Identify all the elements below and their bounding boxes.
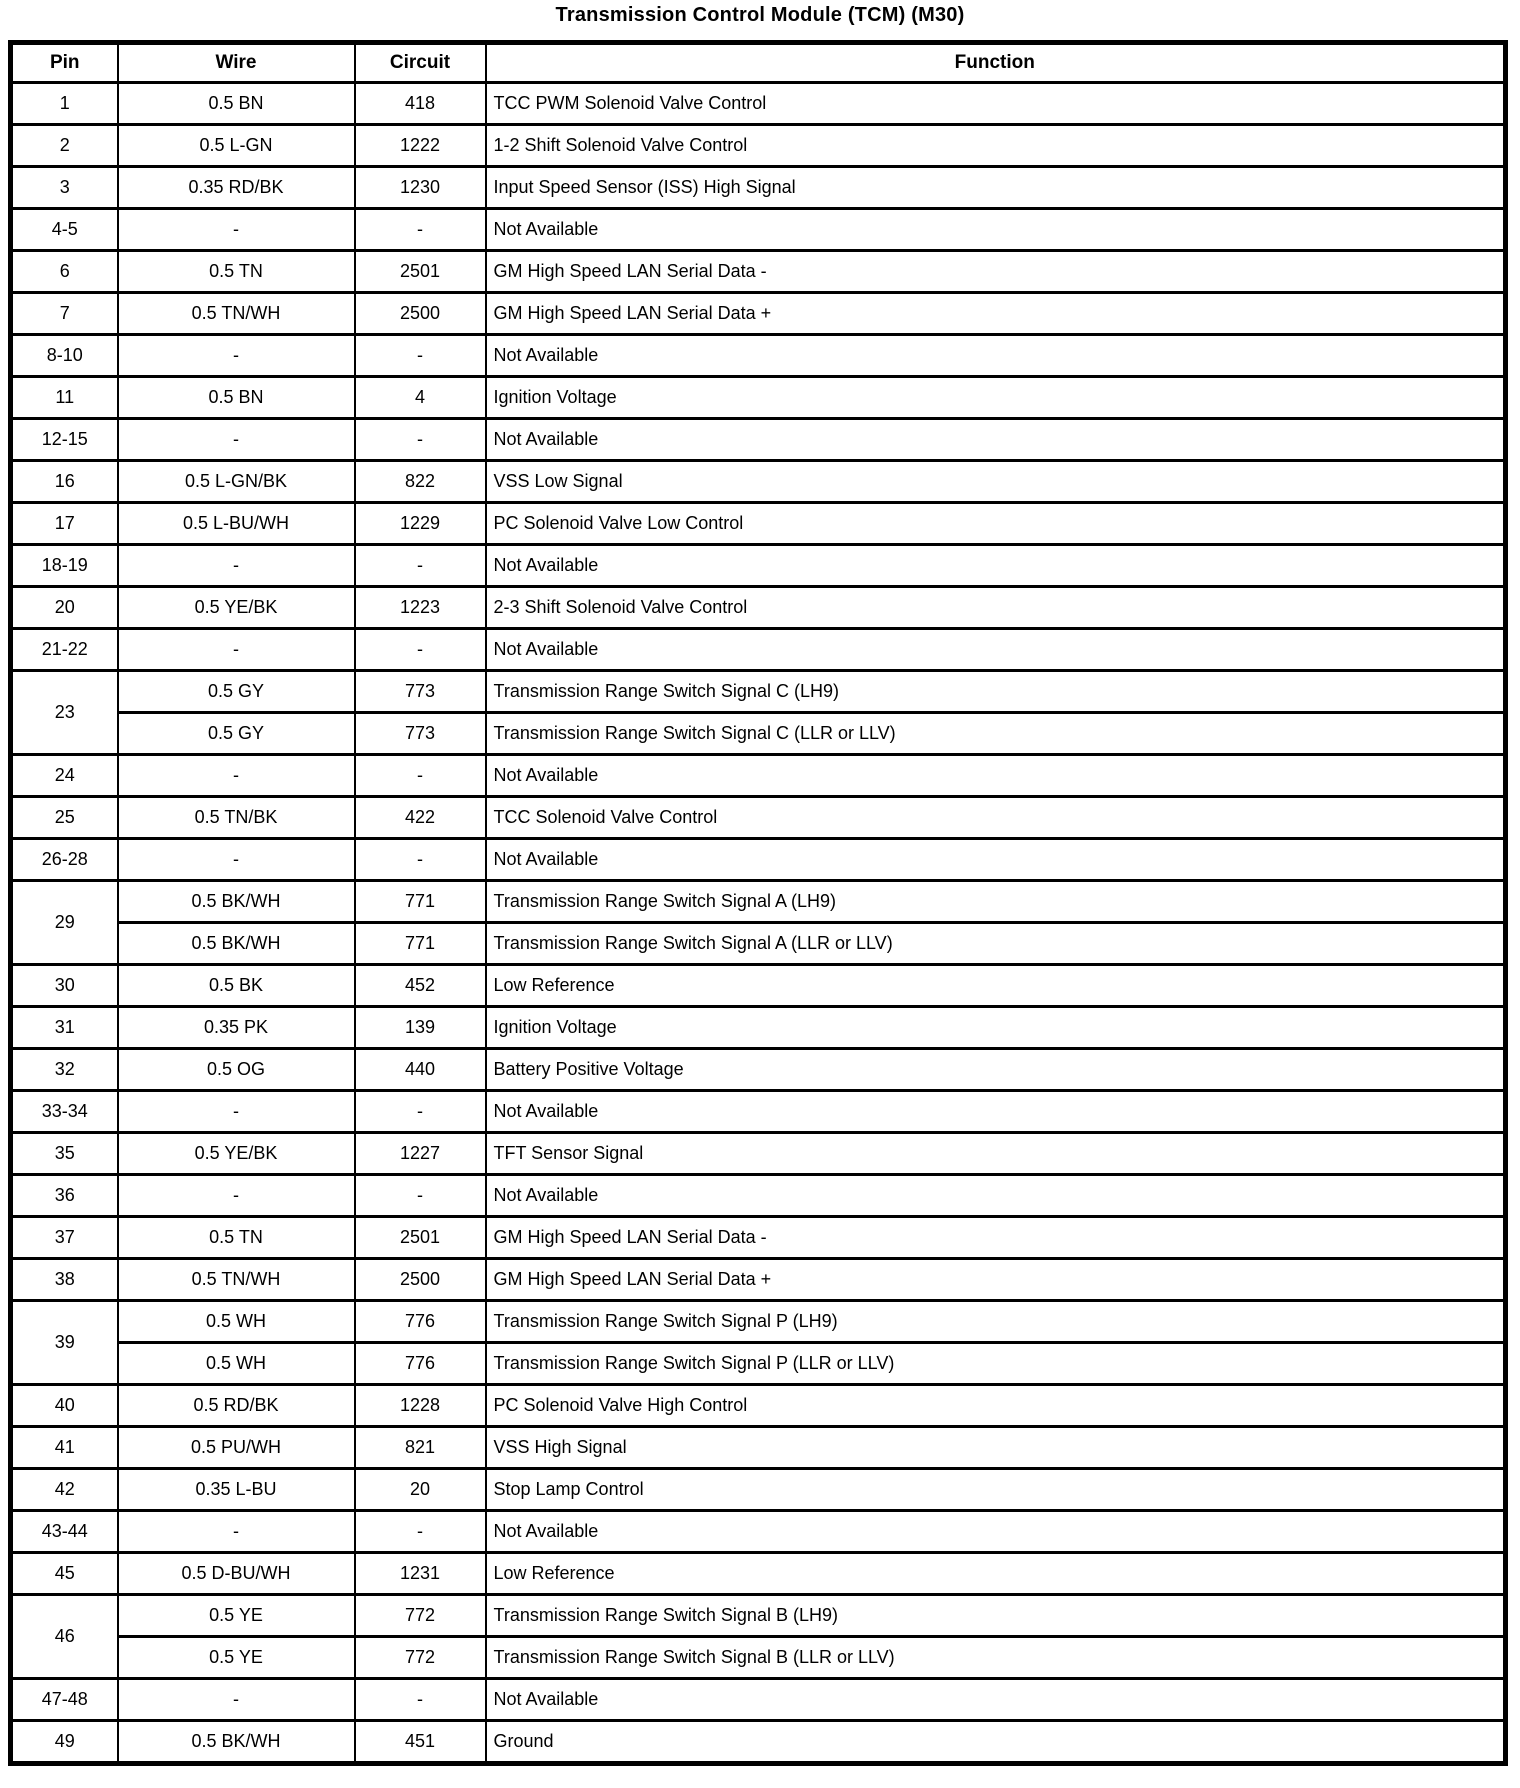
table-row bbox=[11, 1385, 1506, 1427]
wire-cell: - bbox=[118, 545, 355, 587]
table-row bbox=[11, 1175, 1506, 1217]
circuit-cell: 1231 bbox=[355, 1553, 486, 1595]
table-row bbox=[11, 755, 1506, 797]
table-row bbox=[11, 335, 1506, 377]
circuit-cell: 1227 bbox=[355, 1133, 486, 1175]
circuit-cell: 2501 bbox=[355, 251, 486, 293]
wire-cell: 0.5 BN bbox=[118, 377, 355, 419]
header-wire: Wire bbox=[118, 43, 355, 83]
function-cell: PC Solenoid Valve Low Control bbox=[486, 503, 1506, 545]
pin-cell: 2 bbox=[11, 125, 118, 167]
wire-cell: 0.5 OG bbox=[118, 1049, 355, 1091]
header-row bbox=[11, 43, 1506, 83]
header-function: Function bbox=[486, 43, 1506, 83]
table-row bbox=[11, 1301, 1506, 1343]
wire-cell: 0.5 TN/WH bbox=[118, 1259, 355, 1301]
wire-cell: 0.5 YE bbox=[118, 1595, 355, 1637]
circuit-cell: - bbox=[355, 1175, 486, 1217]
table-row bbox=[11, 461, 1506, 503]
table-row bbox=[11, 1679, 1506, 1721]
wire-cell: - bbox=[118, 1679, 355, 1721]
pin-cell: 37 bbox=[11, 1217, 118, 1259]
table-row bbox=[11, 1721, 1506, 1764]
header-circuit: Circuit bbox=[355, 43, 486, 83]
pin-cell: 38 bbox=[11, 1259, 118, 1301]
wire-cell: 0.5 TN bbox=[118, 1217, 355, 1259]
wire-cell: 0.5 BN bbox=[118, 83, 355, 125]
table-row bbox=[11, 83, 1506, 125]
wire-cell: 0.35 L-BU bbox=[118, 1469, 355, 1511]
wire-cell: 0.5 TN bbox=[118, 251, 355, 293]
pin-cell: 17 bbox=[11, 503, 118, 545]
table-subrow bbox=[11, 923, 1506, 965]
circuit-cell: - bbox=[355, 209, 486, 251]
circuit-cell: 771 bbox=[355, 881, 486, 923]
wire-cell: 0.5 GY bbox=[118, 671, 355, 713]
function-cell: Ignition Voltage bbox=[486, 377, 1506, 419]
wire-cell: - bbox=[118, 1091, 355, 1133]
circuit-cell: 2501 bbox=[355, 1217, 486, 1259]
function-cell: Not Available bbox=[486, 209, 1506, 251]
table-header bbox=[11, 43, 1506, 83]
function-cell: VSS High Signal bbox=[486, 1427, 1506, 1469]
circuit-cell: 4 bbox=[355, 377, 486, 419]
circuit-cell: - bbox=[355, 335, 486, 377]
table-row bbox=[11, 1427, 1506, 1469]
circuit-cell: - bbox=[355, 839, 486, 881]
table-row bbox=[11, 1595, 1506, 1637]
pin-cell: 31 bbox=[11, 1007, 118, 1049]
table-row bbox=[11, 377, 1506, 419]
function-cell: Not Available bbox=[486, 1679, 1506, 1721]
wire-cell: - bbox=[118, 1175, 355, 1217]
table-subrow bbox=[11, 1343, 1506, 1385]
function-cell: GM High Speed LAN Serial Data + bbox=[486, 293, 1506, 335]
circuit-cell: 451 bbox=[355, 1721, 486, 1764]
table-row bbox=[11, 1133, 1506, 1175]
pin-cell: 1 bbox=[11, 83, 118, 125]
circuit-cell: 2500 bbox=[355, 293, 486, 335]
function-cell: GM High Speed LAN Serial Data - bbox=[486, 1217, 1506, 1259]
function-cell: Battery Positive Voltage bbox=[486, 1049, 1506, 1091]
wire-cell: 0.5 D-BU/WH bbox=[118, 1553, 355, 1595]
circuit-cell: 1229 bbox=[355, 503, 486, 545]
function-cell: Low Reference bbox=[486, 965, 1506, 1007]
function-cell: Transmission Range Switch Signal B (LH9) bbox=[486, 1595, 1506, 1637]
circuit-cell: - bbox=[355, 629, 486, 671]
pin-cell: 25 bbox=[11, 797, 118, 839]
function-cell: Not Available bbox=[486, 629, 1506, 671]
pin-cell: 36 bbox=[11, 1175, 118, 1217]
pin-cell: 33-34 bbox=[11, 1091, 118, 1133]
function-cell: Not Available bbox=[486, 419, 1506, 461]
function-cell: Not Available bbox=[486, 839, 1506, 881]
wire-cell: 0.5 L-GN/BK bbox=[118, 461, 355, 503]
pin-cell: 11 bbox=[11, 377, 118, 419]
pin-cell: 35 bbox=[11, 1133, 118, 1175]
circuit-cell: 772 bbox=[355, 1595, 486, 1637]
wire-cell: - bbox=[118, 839, 355, 881]
function-cell: Low Reference bbox=[486, 1553, 1506, 1595]
circuit-cell: 1222 bbox=[355, 125, 486, 167]
header-pin: Pin bbox=[11, 43, 118, 83]
table-row bbox=[11, 839, 1506, 881]
circuit-cell: 440 bbox=[355, 1049, 486, 1091]
table-row bbox=[11, 251, 1506, 293]
circuit-cell: 422 bbox=[355, 797, 486, 839]
table-body bbox=[11, 83, 1506, 1764]
circuit-cell: - bbox=[355, 755, 486, 797]
wire-cell: 0.5 BK/WH bbox=[118, 1721, 355, 1764]
circuit-cell: 1223 bbox=[355, 587, 486, 629]
pin-cell: 6 bbox=[11, 251, 118, 293]
table-row bbox=[11, 167, 1506, 209]
function-cell: TCC Solenoid Valve Control bbox=[486, 797, 1506, 839]
table-row bbox=[11, 503, 1506, 545]
wire-cell: 0.5 L-GN bbox=[118, 125, 355, 167]
circuit-cell: 418 bbox=[355, 83, 486, 125]
function-cell: Transmission Range Switch Signal C (LLR or LLV) bbox=[486, 713, 1506, 755]
function-cell: Not Available bbox=[486, 1511, 1506, 1553]
pin-cell: 4-5 bbox=[11, 209, 118, 251]
pin-cell: 40 bbox=[11, 1385, 118, 1427]
circuit-cell: 1230 bbox=[355, 167, 486, 209]
function-cell: GM High Speed LAN Serial Data - bbox=[486, 251, 1506, 293]
table-subrow bbox=[11, 1637, 1506, 1679]
wire-cell: - bbox=[118, 1511, 355, 1553]
wire-cell: 0.5 WH bbox=[118, 1343, 355, 1385]
pin-cell: 41 bbox=[11, 1427, 118, 1469]
function-cell: TCC PWM Solenoid Valve Control bbox=[486, 83, 1506, 125]
circuit-cell: - bbox=[355, 545, 486, 587]
function-cell: Not Available bbox=[486, 1091, 1506, 1133]
table-row bbox=[11, 125, 1506, 167]
function-cell: Ground bbox=[486, 1721, 1506, 1764]
circuit-cell: 776 bbox=[355, 1301, 486, 1343]
function-cell: 2-3 Shift Solenoid Valve Control bbox=[486, 587, 1506, 629]
function-cell: 1-2 Shift Solenoid Valve Control bbox=[486, 125, 1506, 167]
pin-cell: 8-10 bbox=[11, 335, 118, 377]
pin-cell: 23 bbox=[11, 671, 118, 755]
pin-cell: 12-15 bbox=[11, 419, 118, 461]
table-row bbox=[11, 881, 1506, 923]
pin-cell: 47-48 bbox=[11, 1679, 118, 1721]
function-cell: TFT Sensor Signal bbox=[486, 1133, 1506, 1175]
wire-cell: - bbox=[118, 755, 355, 797]
table-row bbox=[11, 587, 1506, 629]
function-cell: Not Available bbox=[486, 335, 1506, 377]
circuit-cell: 771 bbox=[355, 923, 486, 965]
table-row bbox=[11, 293, 1506, 335]
table-row bbox=[11, 1469, 1506, 1511]
pin-cell: 18-19 bbox=[11, 545, 118, 587]
function-cell: Transmission Range Switch Signal P (LLR or LLV) bbox=[486, 1343, 1506, 1385]
function-cell: PC Solenoid Valve High Control bbox=[486, 1385, 1506, 1427]
table-row bbox=[11, 545, 1506, 587]
circuit-cell: - bbox=[355, 1511, 486, 1553]
table-row bbox=[11, 1553, 1506, 1595]
wire-cell: - bbox=[118, 209, 355, 251]
pin-cell: 43-44 bbox=[11, 1511, 118, 1553]
wire-cell: 0.5 RD/BK bbox=[118, 1385, 355, 1427]
circuit-cell: 773 bbox=[355, 713, 486, 755]
tcm-pinout-table bbox=[8, 40, 1508, 1766]
circuit-cell: 821 bbox=[355, 1427, 486, 1469]
wire-cell: 0.5 TN/BK bbox=[118, 797, 355, 839]
circuit-cell: 772 bbox=[355, 1637, 486, 1679]
function-cell: Transmission Range Switch Signal A (LH9) bbox=[486, 881, 1506, 923]
table-row bbox=[11, 1511, 1506, 1553]
circuit-cell: 2500 bbox=[355, 1259, 486, 1301]
pin-cell: 32 bbox=[11, 1049, 118, 1091]
pin-cell: 39 bbox=[11, 1301, 118, 1385]
table-row bbox=[11, 1007, 1506, 1049]
table-row bbox=[11, 1091, 1506, 1133]
function-cell: VSS Low Signal bbox=[486, 461, 1506, 503]
circuit-cell: 139 bbox=[355, 1007, 486, 1049]
wire-cell: - bbox=[118, 629, 355, 671]
wire-cell: - bbox=[118, 335, 355, 377]
wire-cell: 0.5 BK/WH bbox=[118, 923, 355, 965]
function-cell: Stop Lamp Control bbox=[486, 1469, 1506, 1511]
wire-cell: 0.35 PK bbox=[118, 1007, 355, 1049]
circuit-cell: - bbox=[355, 419, 486, 461]
function-cell: Not Available bbox=[486, 1175, 1506, 1217]
circuit-cell: 822 bbox=[355, 461, 486, 503]
pin-cell: 26-28 bbox=[11, 839, 118, 881]
wire-cell: 0.5 PU/WH bbox=[118, 1427, 355, 1469]
wire-cell: 0.5 YE/BK bbox=[118, 587, 355, 629]
pin-cell: 21-22 bbox=[11, 629, 118, 671]
circuit-cell: - bbox=[355, 1091, 486, 1133]
table-row bbox=[11, 209, 1506, 251]
function-cell: Input Speed Sensor (ISS) High Signal bbox=[486, 167, 1506, 209]
wire-cell: 0.5 YE/BK bbox=[118, 1133, 355, 1175]
wire-cell: 0.5 BK bbox=[118, 965, 355, 1007]
wire-cell: 0.5 BK/WH bbox=[118, 881, 355, 923]
circuit-cell: - bbox=[355, 1679, 486, 1721]
pin-cell: 16 bbox=[11, 461, 118, 503]
function-cell: Transmission Range Switch Signal C (LH9) bbox=[486, 671, 1506, 713]
pin-cell: 30 bbox=[11, 965, 118, 1007]
pin-cell: 20 bbox=[11, 587, 118, 629]
page-title: Transmission Control Module (TCM) (M30) bbox=[555, 4, 965, 26]
pin-cell: 29 bbox=[11, 881, 118, 965]
table-row bbox=[11, 1259, 1506, 1301]
table-row bbox=[11, 965, 1506, 1007]
pin-cell: 24 bbox=[11, 755, 118, 797]
wire-cell: 0.5 YE bbox=[118, 1637, 355, 1679]
wire-cell: 0.5 WH bbox=[118, 1301, 355, 1343]
function-cell: Transmission Range Switch Signal A (LLR or LLV) bbox=[486, 923, 1506, 965]
table-row bbox=[11, 1049, 1506, 1091]
wire-cell: - bbox=[118, 419, 355, 461]
function-cell: GM High Speed LAN Serial Data + bbox=[486, 1259, 1506, 1301]
function-cell: Transmission Range Switch Signal B (LLR or LLV) bbox=[486, 1637, 1506, 1679]
function-cell: Not Available bbox=[486, 755, 1506, 797]
function-cell: Transmission Range Switch Signal P (LH9) bbox=[486, 1301, 1506, 1343]
wire-cell: 0.35 RD/BK bbox=[118, 167, 355, 209]
wire-cell: 0.5 L-BU/WH bbox=[118, 503, 355, 545]
function-cell: Not Available bbox=[486, 545, 1506, 587]
pin-cell: 42 bbox=[11, 1469, 118, 1511]
table-row bbox=[11, 671, 1506, 713]
pin-cell: 45 bbox=[11, 1553, 118, 1595]
pin-cell: 3 bbox=[11, 167, 118, 209]
pin-cell: 7 bbox=[11, 293, 118, 335]
pin-cell: 46 bbox=[11, 1595, 118, 1679]
wire-cell: 0.5 TN/WH bbox=[118, 293, 355, 335]
function-cell: Ignition Voltage bbox=[486, 1007, 1506, 1049]
table-row bbox=[11, 1217, 1506, 1259]
circuit-cell: 452 bbox=[355, 965, 486, 1007]
table-row bbox=[11, 797, 1506, 839]
circuit-cell: 20 bbox=[355, 1469, 486, 1511]
circuit-cell: 773 bbox=[355, 671, 486, 713]
circuit-cell: 1228 bbox=[355, 1385, 486, 1427]
wire-cell: 0.5 GY bbox=[118, 713, 355, 755]
circuit-cell: 776 bbox=[355, 1343, 486, 1385]
table-subrow bbox=[11, 713, 1506, 755]
pin-cell: 49 bbox=[11, 1721, 118, 1764]
table-row bbox=[11, 419, 1506, 461]
table-row bbox=[11, 629, 1506, 671]
